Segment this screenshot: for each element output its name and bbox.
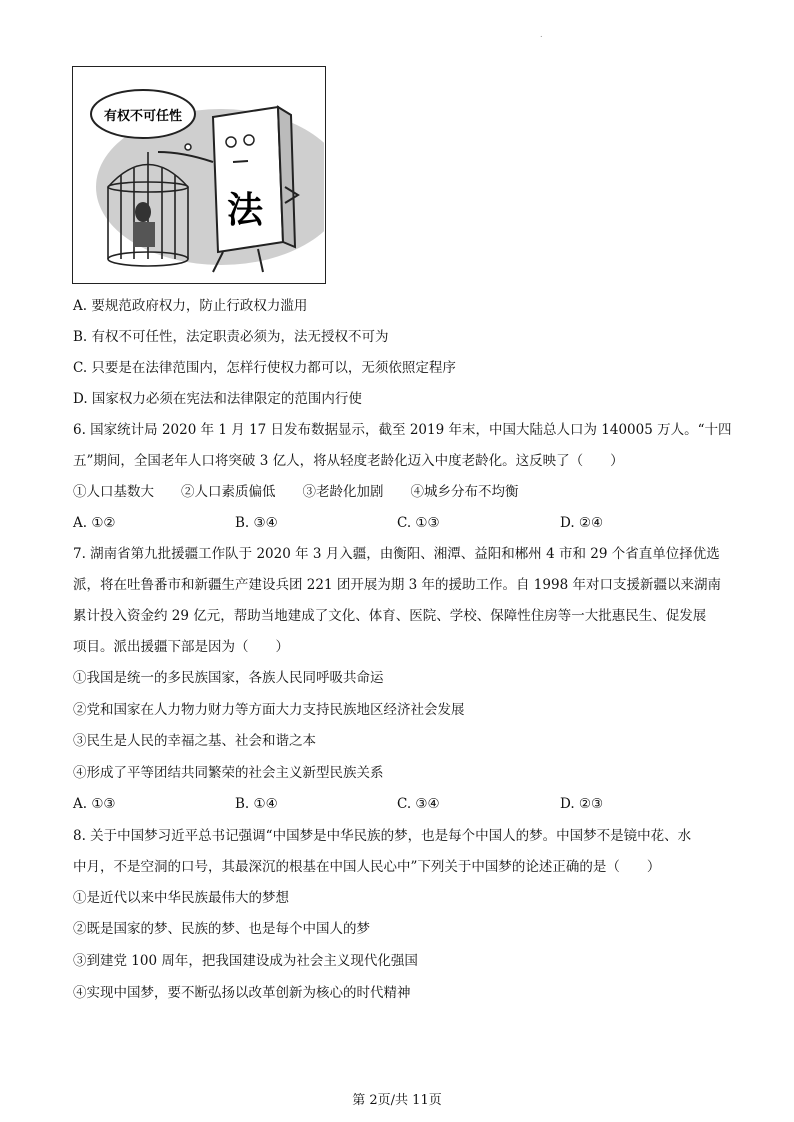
q5-option-d: D. 国家权力必须在宪法和法律限定的范围内行使 <box>73 391 362 407</box>
cartoon-illustration <box>72 66 326 284</box>
q7-stem-line1: 7. 湖南省第九批援疆工作队于 2020 年 3 月入疆，由衡阳、湘潭、益阳和郴州 4 市和 29 个省直单位择优选 <box>73 546 720 562</box>
q6-items: ①人口基数大 ②人口素质偏低 ③老龄化加剧 ④城乡分布不均衡 <box>73 484 519 500</box>
q7-choice-c: C. ③④ <box>397 796 440 812</box>
q7-stem-line3: 累计投入资金约 29 亿元，帮助当地建成了文化、体育、医院、学校、保障性住房等一大批惠民生、促发展 <box>73 608 707 624</box>
page-footer: 第 2页/共 11页 <box>352 1093 442 1108</box>
q6-choice-b: B. ③④ <box>235 515 278 531</box>
q8-stem-line2: 中月，不是空洞的口号，其最深沉的根基在中国人民心中”下列关于中国梦的论述正确的是（ ） <box>73 859 661 875</box>
q6-choice-a: A. ①② <box>73 515 116 531</box>
q8-item2: ②既是国家的梦、民族的梦、也是每个中国人的梦 <box>73 921 370 937</box>
q6-stem-line1: 6. 国家统计局 2020 年 1 月 17 日发布数据显示，截至 2019 年末，中国大陆总人口为 140005 万人。“十四 <box>73 422 732 438</box>
cartoon-drawing <box>73 67 324 282</box>
q8-item4: ④实现中国梦，要不断弘扬以改革创新为核心的时代精神 <box>73 985 411 1001</box>
q7-stem-line4: 项目。派出援疆下部是因为（ ） <box>73 639 289 655</box>
q6-choice-c: C. ①③ <box>397 515 440 531</box>
q7-choices <box>73 794 713 814</box>
q6-stem-line2: 五”期间，全国老年人口将突破 3 亿人，将从轻度老龄化迈入中度老龄化。这反映了（ ） <box>73 453 624 469</box>
q7-choice-a: A. ①③ <box>73 796 116 812</box>
q6-choices <box>73 513 713 533</box>
q7-item3: ③民生是人民的幸福之基、社会和谐之本 <box>73 733 316 749</box>
stray-dot: . <box>540 30 543 39</box>
q8-stem-line1: 8. 关于中国梦习近平总书记强调“中国梦是中华民族的梦，也是每个中国人的梦。中国梦不是镜中花、水 <box>73 828 692 844</box>
q7-choice-d: D. ②③ <box>560 796 604 812</box>
book-label: 法 <box>226 190 264 231</box>
q5-option-b: B. 有权不可任性，法定职责必须为，法无授权不可为 <box>73 329 389 345</box>
q8-item1: ①是近代以来中华民族最伟大的梦想 <box>73 890 289 906</box>
q6-choice-d: D. ②④ <box>560 515 604 531</box>
q8-item3: ③到建党 100 周年，把我国建设成为社会主义现代化强国 <box>73 953 418 969</box>
q7-item4: ④形成了平等团结共同繁荣的社会主义新型民族关系 <box>73 765 384 781</box>
q7-item1: ①我国是统一的多民族国家，各族人民同呼吸共命运 <box>73 670 384 686</box>
q5-option-a: A. 要规范政府权力，防止行政权力滥用 <box>73 298 308 314</box>
q7-stem-line2: 派，将在吐鲁番市和新疆生产建设兵团 221 团开展为期 3 年的援助工作。自 1998 年对口支援新疆以来湖南 <box>73 577 721 593</box>
q7-item2: ②党和国家在人力物力财力等方面大力支持民族地区经济社会发展 <box>73 702 465 718</box>
speech-bubble-text: 有权不可任性 <box>103 109 183 124</box>
q7-choice-b: B. ①④ <box>235 796 278 812</box>
q5-option-c: C. 只要是在法律范围内，怎样行使权力都可以，无须依照定程序 <box>73 360 456 376</box>
